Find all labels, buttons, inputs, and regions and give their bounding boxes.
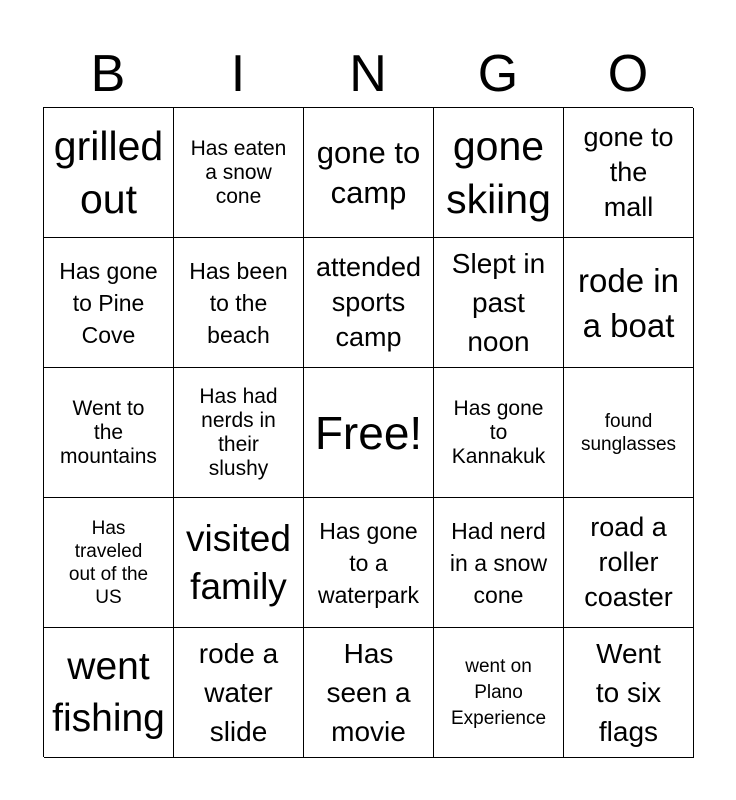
bingo-cell-r2-c5[interactable] xyxy=(564,238,694,368)
header-letter-o: O xyxy=(607,45,649,103)
cell-text: Has gone to a waterpark xyxy=(318,517,419,608)
header-letter-n: N xyxy=(349,45,387,103)
bingo-cell-r3-c4[interactable] xyxy=(434,368,564,498)
cell-text: visited family xyxy=(186,517,291,607)
bingo-cell-r5-c1[interactable] xyxy=(44,628,174,758)
free-space-text: Free! xyxy=(314,406,423,459)
bingo-cell-r2-c2[interactable] xyxy=(174,238,304,368)
bingo-cell-r4-c3[interactable] xyxy=(304,498,434,628)
bingo-cell-r2-c1[interactable] xyxy=(44,238,174,368)
bingo-free-space[interactable] xyxy=(304,368,434,498)
cell-text: attended sports camp xyxy=(315,252,422,352)
cell-text: Has been to the beach xyxy=(189,257,288,348)
cell-text: Has gone to Kannakuk xyxy=(451,396,546,468)
bingo-cell-r4-c2[interactable] xyxy=(174,498,304,628)
cell-text: gone to the mall xyxy=(583,122,674,222)
bingo-cell-r1-c5[interactable] xyxy=(564,108,694,238)
cell-text: rode a water slide xyxy=(198,638,279,747)
cell-text: Went to six flags xyxy=(595,638,662,747)
cell-text: Has gone to Pine Cove xyxy=(59,257,158,348)
bingo-cell-r2-c4[interactable] xyxy=(434,238,564,368)
header-letter-i: I xyxy=(230,45,246,103)
cell-text: grilled out xyxy=(53,122,164,222)
bingo-cell-r1-c3[interactable] xyxy=(304,108,434,238)
cell-text: Has traveled out of the US xyxy=(68,517,149,608)
bingo-cell-r3-c5[interactable] xyxy=(564,368,694,498)
bingo-cell-r3-c1[interactable] xyxy=(44,368,174,498)
bingo-cell-r5-c5[interactable] xyxy=(564,628,694,758)
cell-text: Had nerd in a snow cone xyxy=(449,517,548,608)
bingo-header xyxy=(43,44,693,104)
bingo-cell-r1-c1[interactable] xyxy=(44,108,174,238)
cell-text: went fishing xyxy=(52,644,165,740)
cell-text: road a roller coaster xyxy=(584,512,673,612)
cell-text: Has had nerds in their slushy xyxy=(199,384,278,480)
cell-text: Has seen a movie xyxy=(326,638,411,747)
header-letter-b: B xyxy=(90,45,126,103)
cell-text: rode in a boat xyxy=(578,261,679,344)
cell-text: gone to camp xyxy=(316,134,421,210)
bingo-cell-r5-c2[interactable] xyxy=(174,628,304,758)
bingo-cell-r5-c4[interactable] xyxy=(434,628,564,758)
cell-text: went on Plano Experience xyxy=(450,655,547,729)
bingo-board xyxy=(43,107,693,757)
cell-text: found sunglasses xyxy=(580,410,677,455)
bingo-cell-r4-c4[interactable] xyxy=(434,498,564,628)
cell-text: Has eaten a snow cone xyxy=(190,136,287,208)
cell-text: Slept in past noon xyxy=(451,248,546,357)
bingo-cell-r1-c4[interactable] xyxy=(434,108,564,238)
bingo-cell-r4-c1[interactable] xyxy=(44,498,174,628)
bingo-cell-r1-c2[interactable] xyxy=(174,108,304,238)
header-letter-g: G xyxy=(477,45,519,103)
bingo-cell-r4-c5[interactable] xyxy=(564,498,694,628)
bingo-cell-r3-c2[interactable] xyxy=(174,368,304,498)
cell-text: Went to the mountains xyxy=(60,396,157,468)
cell-text: gone skiing xyxy=(446,122,551,222)
bingo-cell-r2-c3[interactable] xyxy=(304,238,434,368)
bingo-cell-r5-c3[interactable] xyxy=(304,628,434,758)
